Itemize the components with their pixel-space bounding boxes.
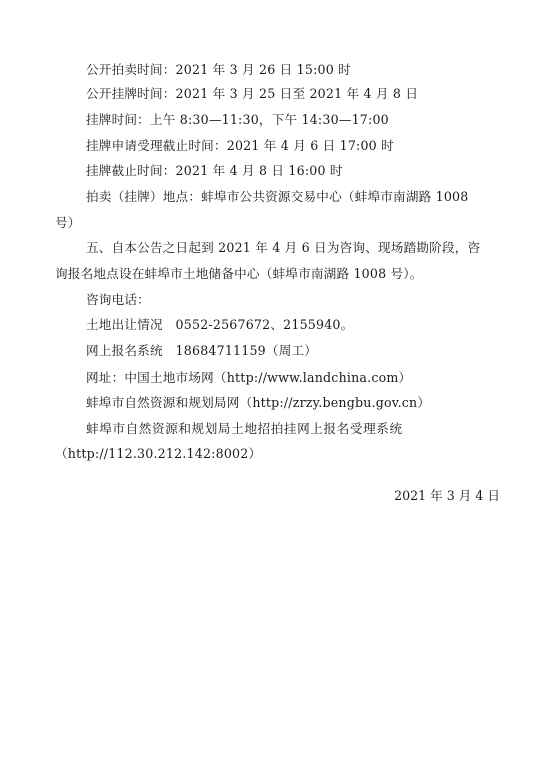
consult-phone-label: 咨询电话： [86,292,150,307]
listing-deadline-line: 挂牌截止时间：2021 年 4 月 8 日 16:00 时 [86,163,343,178]
bureau-site-line: 蚌埠市自然资源和规划局网（http://zrzy.bengbu.gov.cn） [86,395,431,410]
notice-date: 2021 年 3 月 4 日 [394,488,500,503]
system-line-2: （http://112.30.212.142:8002） [55,446,262,461]
listing-time-line: 公开挂牌时间：2021 年 3 月 25 日至 2021 年 4 月 8 日 [86,86,419,101]
location-line-2: 号） [55,215,81,230]
listing-hours-line: 挂牌时间：上午 8:30—11:30，下午 14:30—17:00 [86,112,389,127]
website-line: 网址：中国土地市场网（http://www.landchina.com） [86,370,412,385]
application-deadline-line: 挂牌申请受理截止时间：2021 年 4 月 6 日 17:00 时 [86,138,394,153]
location-line-1: 拍卖（挂牌）地点：蚌埠市公共资源交易中心（蚌埠市南湖路 1008 [86,189,469,204]
online-registration-line: 网上报名系统 18684711159（周工） [86,343,318,358]
auction-time-line: 公开拍卖时间：2021 年 3 月 26 日 15:00 时 [86,62,351,77]
section5-line-2: 询报名地点设在蚌埠市土地储备中心（蚌埠市南湖路 1008 号）。 [55,266,423,281]
section5-line-1: 五、自本公告之日起到 2021 年 4 月 6 日为咨询、现场踏勘阶段，咨 [86,240,481,255]
system-line-1: 蚌埠市自然资源和规划局土地招拍挂网上报名受理系统 [86,421,403,436]
land-transfer-line: 土地出让情况 0552-2567672、2155940。 [86,317,354,332]
